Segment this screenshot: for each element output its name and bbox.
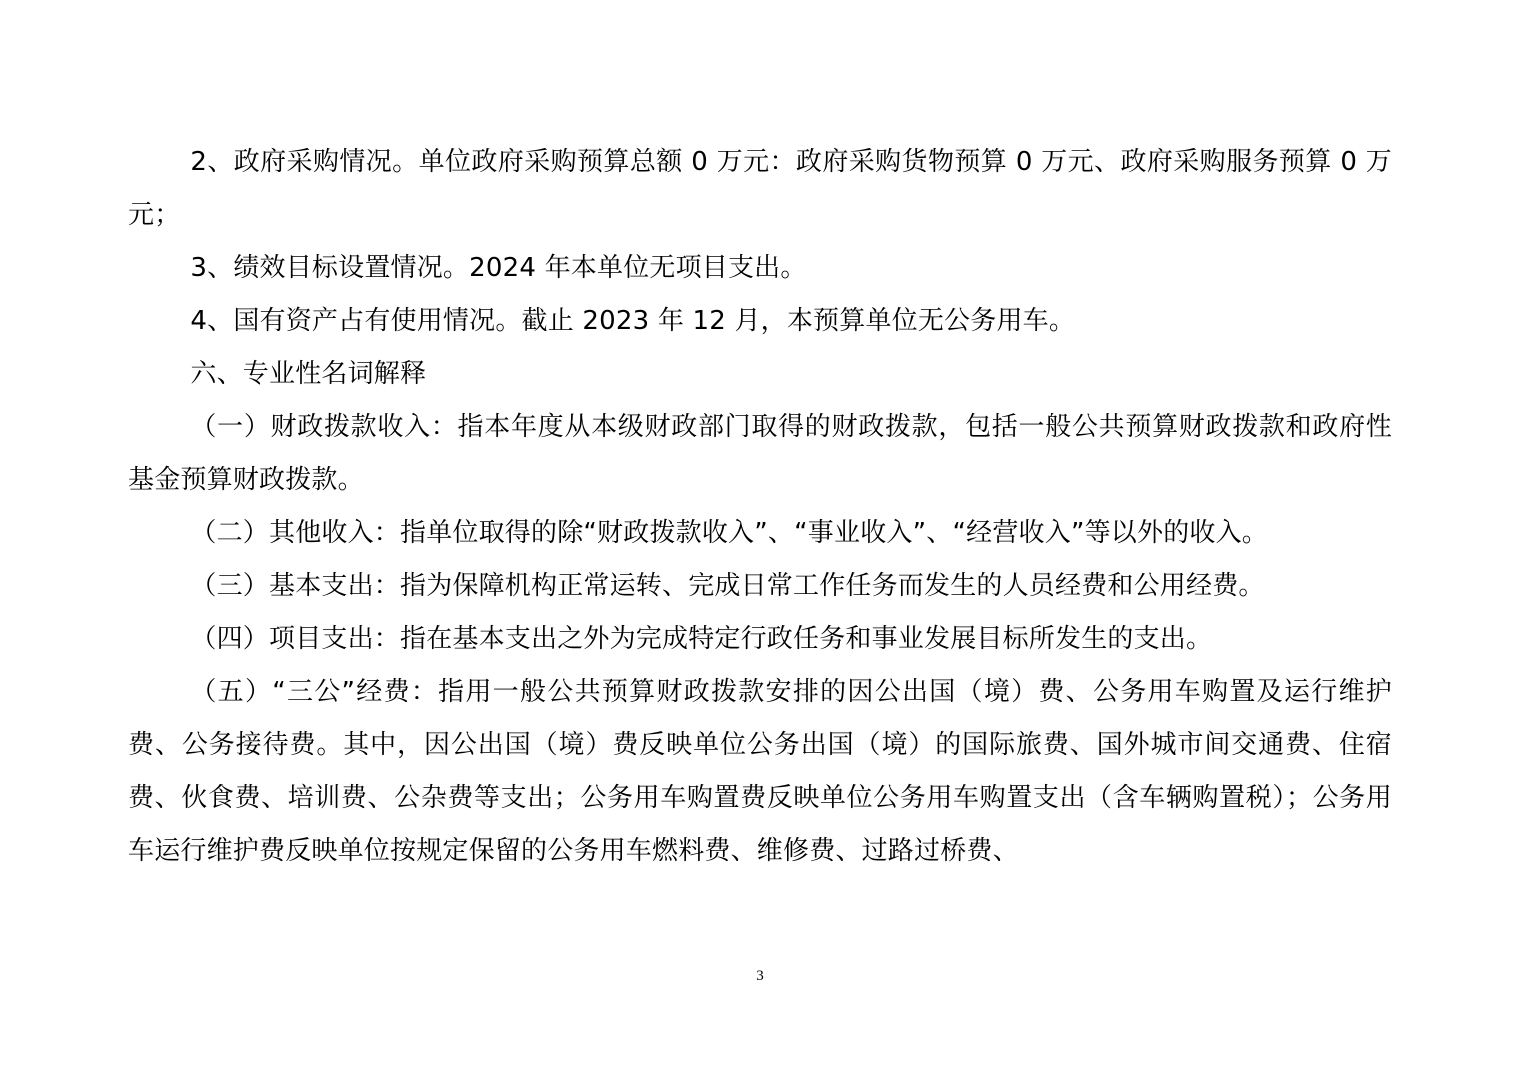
body-text bbox=[128, 136, 1392, 878]
paragraph-procurement: 2、政府采购情况。单位政府采购预算总额 0 万元：政府采购货物预算 0 万元、政府采购服务预算 0 万元； bbox=[128, 147, 1392, 230]
paragraph-term-basic-expenditure: （三）基本支出：指为保障机构正常运转、完成日常工作任务而发生的人员经费和公用经费。 bbox=[190, 571, 1265, 601]
paragraph-performance-goals: 3、绩效目标设置情况。2024 年本单位无项目支出。 bbox=[190, 253, 807, 283]
section-heading-terms: 六、专业性名词解释 bbox=[190, 359, 427, 389]
paragraph-term-three-public-funds: （五）“三公”经费：指用一般公共预算财政拨款安排的因公出国（境）费、公务用车购置及运行维护费、公务接待费。其中，因公出国（境）费反映单位公务出国（境）的国际旅费、国外城市间交通费、住宿费、伙食费、培训费、公杂费等支出；公务用车购置费反映单位公务用车购置支出（含车辆购置税）；公务用车运行维护费反映单位按规定保留的公务用车燃料费、维修费、过路过桥费、 bbox=[128, 677, 1392, 866]
paragraph-term-fiscal-appropriation: （一）财政拨款收入：指本年度从本级财政部门取得的财政拨款，包括一般公共预算财政拨款和政府性基金预算财政拨款。 bbox=[128, 412, 1392, 495]
page-number: 3 bbox=[756, 968, 764, 984]
paragraph-state-assets: 4、国有资产占有使用情况。截止 2023 年 12 月，本预算单位无公务用车。 bbox=[190, 306, 1076, 336]
paragraph-term-other-income: （二）其他收入：指单位取得的除“财政拨款收入”、“事业收入”、“经营收入”等以外的收入。 bbox=[190, 518, 1269, 548]
paragraph-term-project-expenditure: （四）项目支出：指在基本支出之外为完成特定行政任务和事业发展目标所发生的支出。 bbox=[190, 624, 1213, 654]
